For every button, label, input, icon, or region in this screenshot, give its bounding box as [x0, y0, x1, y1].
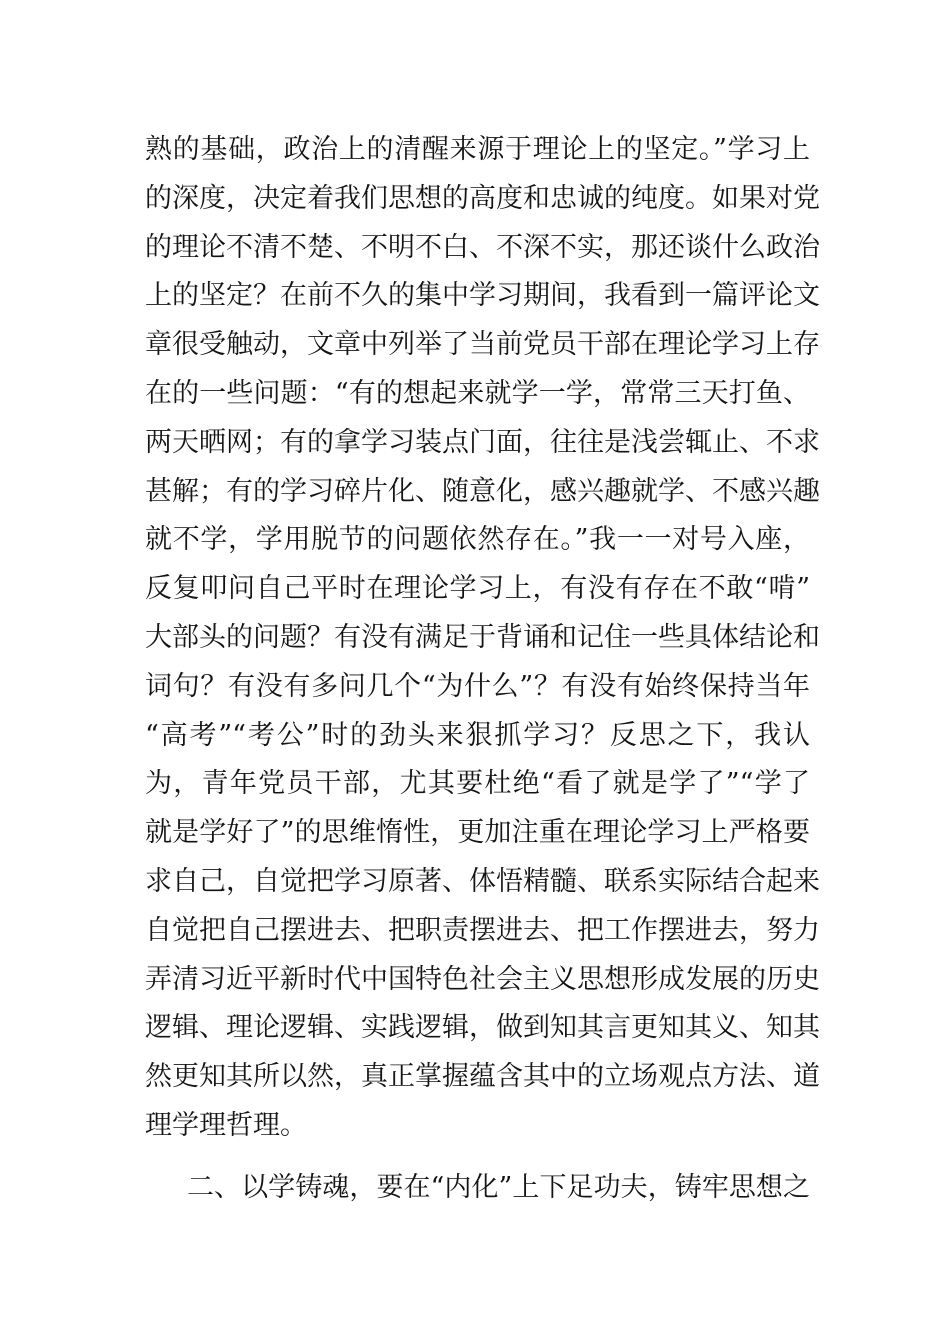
text-line: 章很受触动，文章中列举了当前党员干部在理论学习上存 [145, 329, 820, 361]
text-line: 就不学，学用脱节的问题依然存在。”我一一对号入座， [145, 524, 810, 556]
text-line: 逻辑、理论逻辑、实践逻辑，做到知其言更知其义、知其 [145, 1012, 820, 1044]
text-line: 的理论不清不楚、不明不白、不深不实，那还谈什么政治 [145, 231, 820, 263]
text-line: 就是学好了”的思维惰性，更加注重在理论学习上严格要 [145, 817, 810, 849]
text-line: 理学理哲理。 [145, 1109, 307, 1141]
text-line: 为，青年党员干部，尤其要杜绝“看了就是学了”“学了 [145, 768, 810, 800]
text-line: 求自己，自觉把学习原著、体悟精髓、联系实际结合起来 [145, 865, 820, 897]
text-line: 上的坚定？在前不久的集中学习期间，我看到一篇评论文 [145, 280, 820, 312]
text-line: 反复叩问自己平时在理论学习上，有没有存在不敢“啃” [145, 573, 810, 605]
section-heading-line: 二、以学铸魂，要在“内化”上下足功夫，铸牢思想之 [187, 1171, 810, 1203]
text-line: 自觉把自己摆进去、把职责摆进去、把工作摆进去，努力 [145, 914, 820, 946]
text-line: 大部头的问题？有没有满足于背诵和记住一些具体结论和 [145, 621, 820, 653]
text-line: 词句？有没有多问几个“为什么”？有没有始终保持当年 [145, 670, 810, 702]
text-line: 然更知其所以然，真正掌握蕴含其中的立场观点方法、道 [145, 1061, 820, 1093]
text-line: 的深度，决定着我们思想的高度和忠诚的纯度。如果对党 [145, 182, 820, 214]
document-body [145, 126, 820, 1213]
paragraph-2 [145, 1164, 810, 1213]
paragraph-1 [145, 126, 820, 1151]
text-line: 熟的基础，政治上的清醒来源于理论上的坚定。”学习上 [145, 134, 810, 165]
text-line: 弄清习近平新时代中国特色社会主义思想形成发展的历史 [145, 963, 820, 995]
text-line: “高考”“考公”时的劲头来狠抓学习？反思之下，我认 [145, 719, 810, 751]
text-line: 两天晒网；有的拿学习装点门面，往往是浅尝辄止、不求 [145, 426, 820, 458]
paragraph-spacer [145, 1151, 810, 1164]
text-line: 在的一些问题：“有的想起来就学一学，常常三天打鱼、 [145, 377, 810, 409]
text-line: 甚解；有的学习碎片化、随意化，感兴趣就学、不感兴趣 [145, 475, 820, 507]
